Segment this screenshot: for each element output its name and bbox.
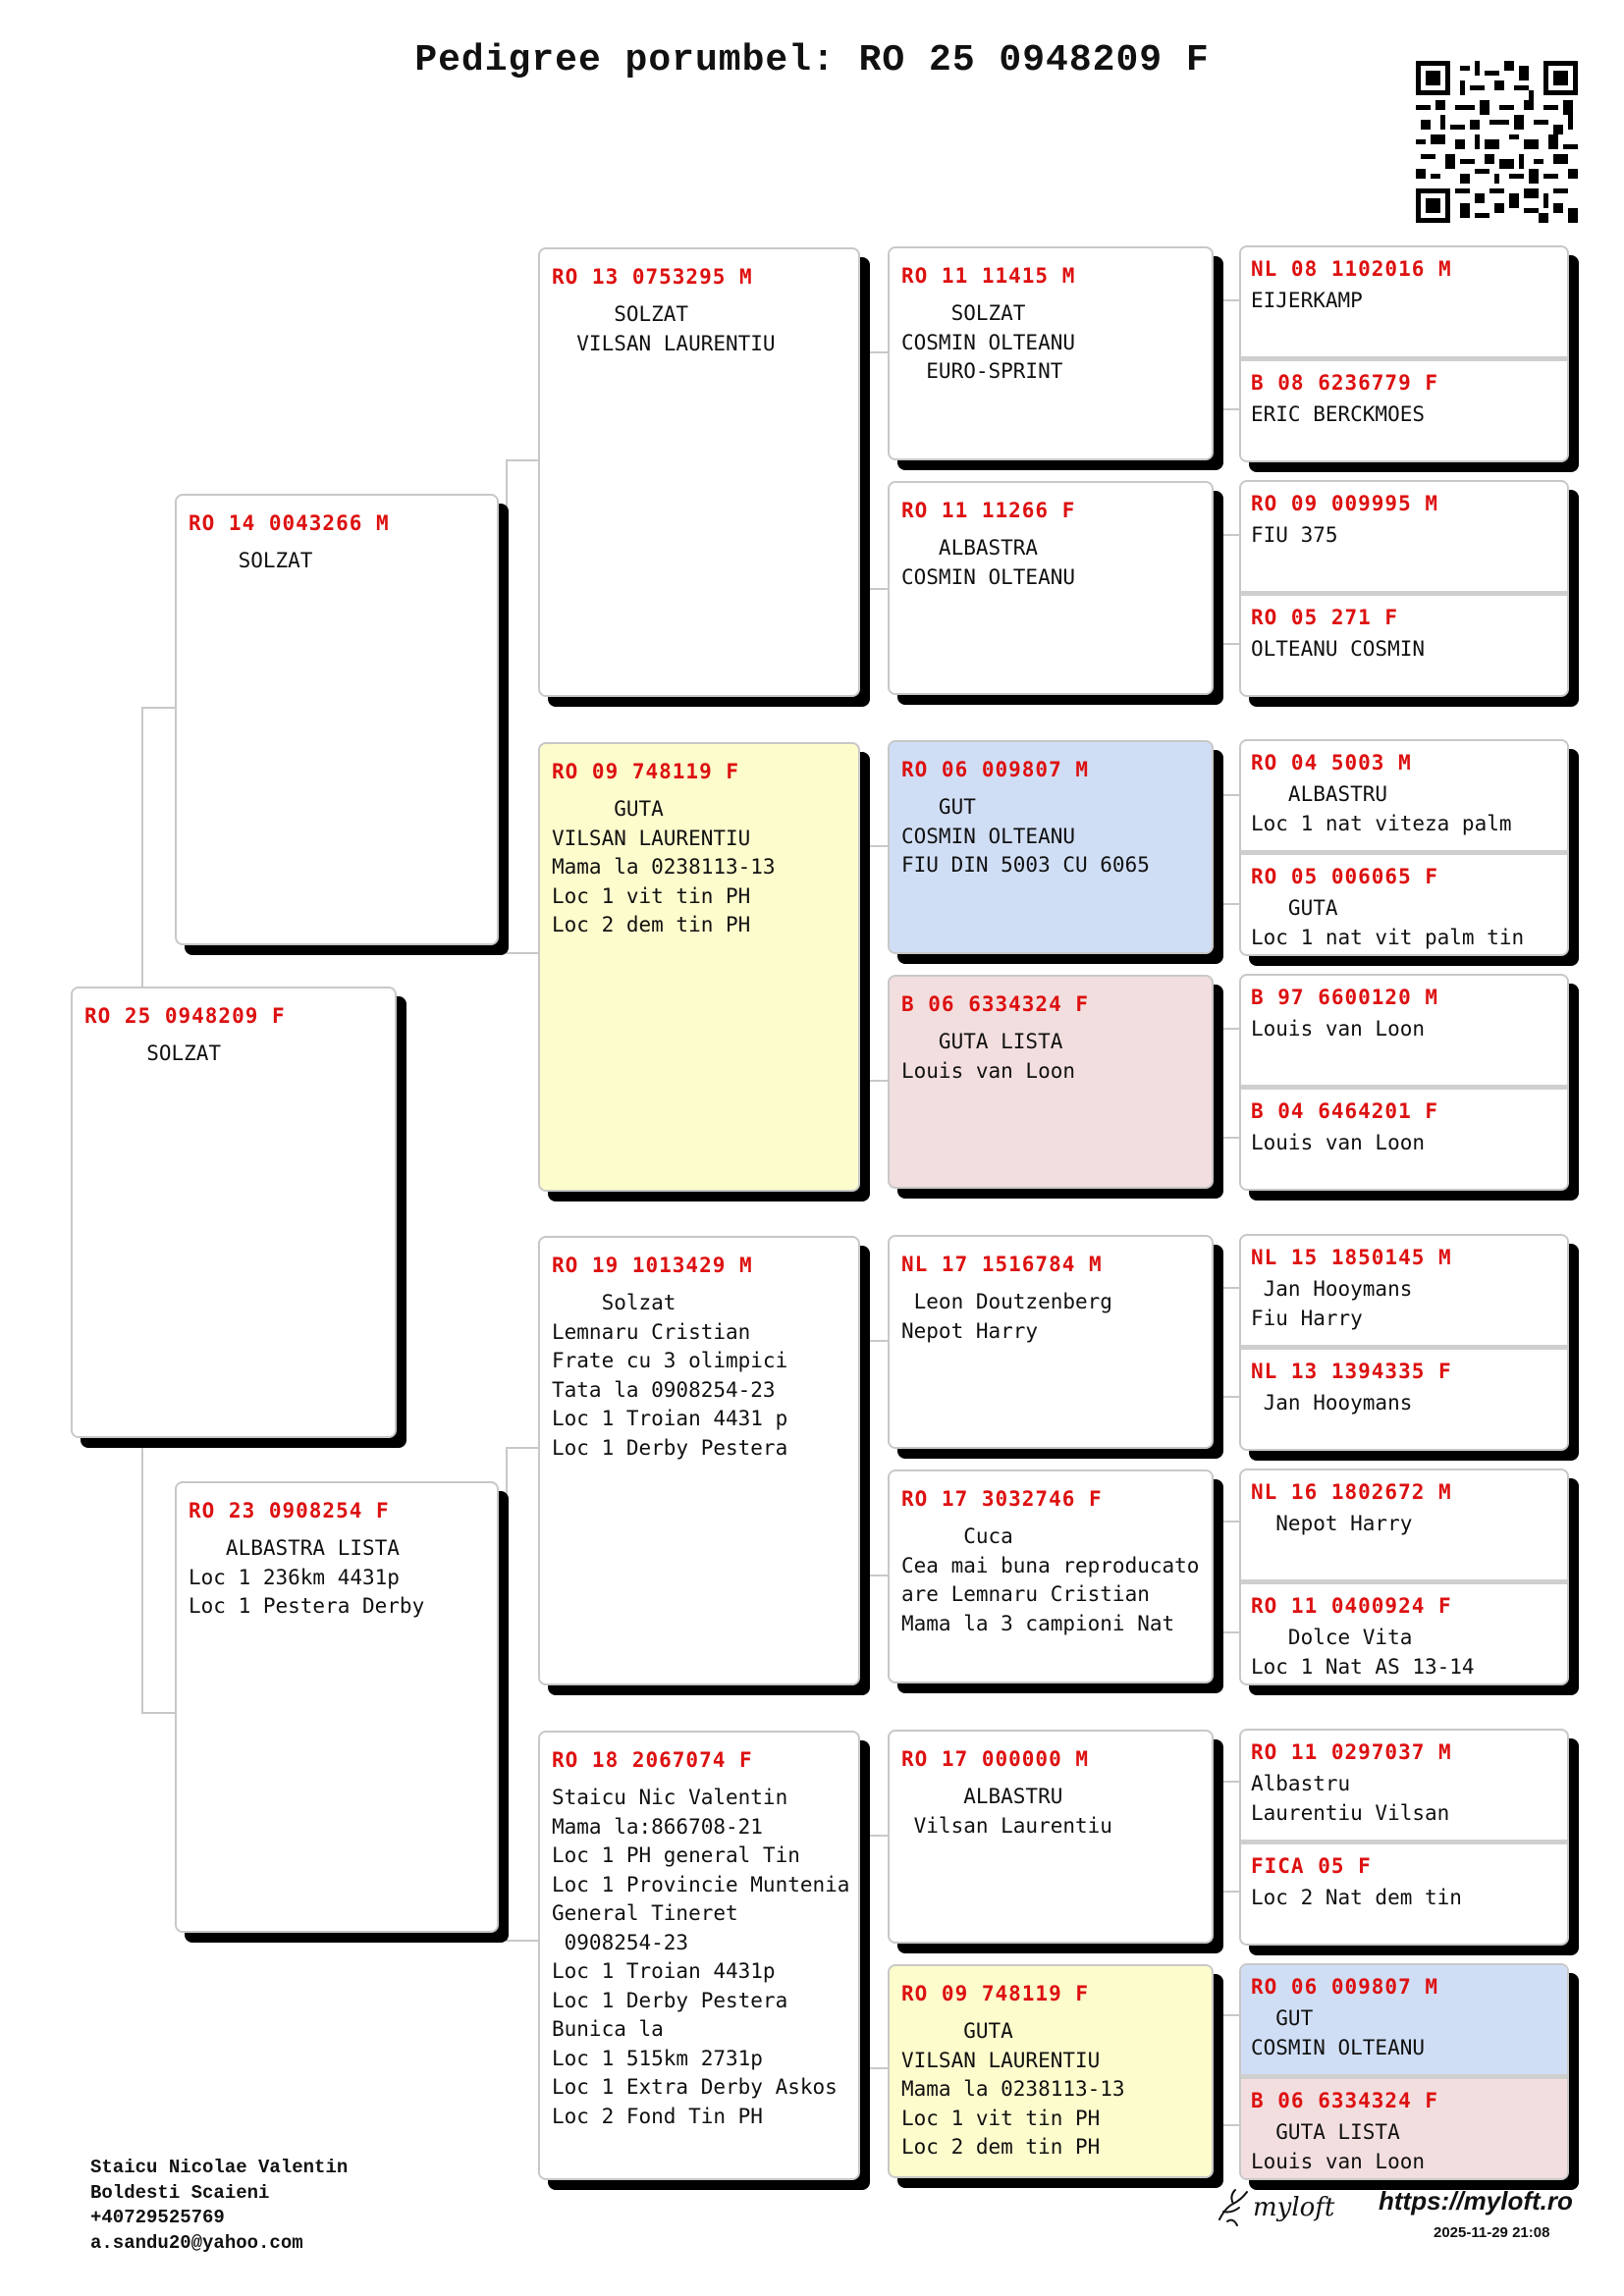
- pigeon-details: SOLZAT: [189, 549, 313, 572]
- ring-number: NL 17 1516784 M: [901, 1253, 1103, 1276]
- ring-number: RO 05 006065 F: [1251, 865, 1439, 888]
- pigeon-mff-card[interactable]: [888, 1235, 1214, 1449]
- pigeon-g8-cell[interactable]: [1241, 1085, 1567, 1189]
- pigeon-father-card[interactable]: [175, 494, 499, 945]
- pigeon-g5-cell[interactable]: [1241, 741, 1567, 850]
- pigeon-g1-cell[interactable]: [1241, 247, 1567, 356]
- generated-date: 2025-11-29 21:08: [1434, 2224, 1550, 2241]
- ring-number: RO 13 0753295 M: [552, 265, 753, 289]
- ring-number: NL 13 1394335 F: [1251, 1360, 1452, 1383]
- ring-number: RO 17 000000 M: [901, 1747, 1090, 1771]
- ring-number: B 97 6600120 M: [1251, 986, 1439, 1009]
- ring-number: RO 04 5003 M: [1251, 751, 1412, 774]
- pigeon-details: GUTA VILSAN LAURENTIU Mama la 0238113-13 Loc 1 vit tin PH Loc 2 dem tin PH: [552, 797, 776, 936]
- ring-number: RO 11 11415 M: [901, 264, 1076, 288]
- logo-text: myloft: [1253, 2193, 1335, 2222]
- owner-contact: Staicu Nicolae Valentin Boldesti Scaieni +40729525769 a.sandu20@yahoo.com: [90, 2157, 349, 2254]
- pigeon-details: ALBASTRA LISTA Loc 1 236km 4431p Loc 1 Pestera Derby: [189, 1536, 425, 1618]
- pigeon-fm-card[interactable]: [538, 742, 860, 1192]
- pigeon-g9-cell[interactable]: [1241, 1236, 1567, 1345]
- pigeon-mmm-card[interactable]: [888, 1964, 1214, 2178]
- pigeon-details: GUT COSMIN OLTEANU: [1251, 2006, 1426, 2059]
- pigeon-details: ERIC BERCKMOES: [1251, 402, 1426, 426]
- pigeon-details: Jan Hooymans: [1251, 1391, 1413, 1415]
- pigeon-details: EIJERKAMP: [1251, 289, 1363, 312]
- ring-number: B 04 6464201 F: [1251, 1099, 1439, 1123]
- pigeon-details: SOLZAT COSMIN OLTEANU EURO-SPRINT: [901, 301, 1076, 383]
- pigeon-mm-card[interactable]: [538, 1731, 860, 2180]
- ring-number: FICA 05 F: [1251, 1854, 1372, 1878]
- pigeon-ff-card[interactable]: [538, 247, 860, 697]
- myloft-logo: [1214, 2182, 1351, 2231]
- pigeon-details: GUTA LISTA Louis van Loon: [901, 1030, 1076, 1083]
- pigeon-g6-cell[interactable]: [1241, 850, 1567, 954]
- ring-number: RO 18 2067074 F: [552, 1748, 753, 1772]
- pigeon-pair-card: [1239, 739, 1569, 956]
- ring-number: RO 19 1013429 M: [552, 1254, 753, 1277]
- pigeon-mfm-card[interactable]: [888, 1469, 1214, 1683]
- ring-number: B 08 6236779 F: [1251, 371, 1439, 395]
- pigeon-fmm-card[interactable]: [888, 975, 1214, 1189]
- ring-number: RO 23 0908254 F: [189, 1499, 390, 1522]
- pigeon-subject-card[interactable]: [71, 987, 397, 1438]
- pigeon-details: GUTA VILSAN LAURENTIU Mama la 0238113-13 Loc 1 vit tin PH Loc 2 dem tin PH: [901, 2019, 1125, 2159]
- pigeon-details: ALBASTRU Loc 1 nat viteza palm: [1251, 782, 1512, 835]
- pigeon-pair-card: [1239, 1729, 1569, 1946]
- pigeon-details: SOLZAT: [84, 1041, 222, 1065]
- pigeon-g3-cell[interactable]: [1241, 482, 1567, 591]
- ring-number: RO 05 271 F: [1251, 606, 1399, 629]
- pigeon-details: Solzat Lemnaru Cristian Frate cu 3 olimpici Tata la 0908254-23 Loc 1 Troian 4431 p Loc 1 Derby Pestera: [552, 1291, 788, 1460]
- pigeon-pair-card: [1239, 1963, 1569, 2180]
- ring-number: B 06 6334324 F: [901, 992, 1090, 1016]
- pigeon-g11-cell[interactable]: [1241, 1470, 1567, 1579]
- pigeon-g13-cell[interactable]: [1241, 1731, 1567, 1840]
- pigeon-details: Leon Doutzenberg Nepot Harry: [901, 1290, 1112, 1343]
- pigeon-details: Jan Hooymans Fiu Harry: [1251, 1277, 1413, 1330]
- pigeon-g16-cell[interactable]: [1241, 2074, 1567, 2178]
- pigeon-details: GUT COSMIN OLTEANU FIU DIN 5003 CU 6065: [901, 795, 1150, 877]
- pigeon-fff-card[interactable]: [888, 246, 1214, 460]
- pigeon-details: Albastru Laurentiu Vilsan: [1251, 1772, 1450, 1825]
- ring-number: RO 11 0400924 F: [1251, 1594, 1452, 1618]
- ring-number: NL 16 1802672 M: [1251, 1480, 1452, 1504]
- pigeon-details: Staicu Nic Valentin Mama la:866708-21 Loc 1 PH general Tin Loc 1 Provincie Muntenia General Tineret 0908254-23 Loc 1 Troian 4431p Loc 1 Derby Pestera Bunica la Loc 1 515km 2731p Loc 1 Extra Derby Askos Loc 2 Fond Tin PH: [552, 1786, 850, 2128]
- ring-number: RO 14 0043266 M: [189, 511, 390, 535]
- ring-number: RO 09 748119 F: [901, 1982, 1090, 2005]
- pigeon-g4-cell[interactable]: [1241, 591, 1567, 695]
- pigeon-fmf-card[interactable]: [888, 740, 1214, 954]
- pigeon-details: ALBASTRU Vilsan Laurentiu: [913, 1785, 1112, 1838]
- pigeon-details: ALBASTRA COSMIN OLTEANU: [901, 536, 1076, 589]
- website-url[interactable]: https://myloft.ro: [1379, 2186, 1573, 2216]
- ring-number: RO 11 11266 F: [901, 499, 1076, 522]
- ring-number: RO 06 009807 M: [901, 758, 1090, 781]
- ring-number: RO 11 0297037 M: [1251, 1740, 1452, 1764]
- ring-number: B 06 6334324 F: [1251, 2089, 1439, 2112]
- pigeon-g2-cell[interactable]: [1241, 356, 1567, 460]
- pigeon-details: Loc 2 Nat dem tin: [1251, 1886, 1462, 1909]
- ring-number: RO 06 009807 M: [1251, 1975, 1439, 1999]
- pigeon-g14-cell[interactable]: [1241, 1840, 1567, 1944]
- ring-number: NL 15 1850145 M: [1251, 1246, 1452, 1269]
- ring-number: RO 17 3032746 F: [901, 1487, 1103, 1511]
- ring-number: RO 09 009995 M: [1251, 492, 1439, 515]
- pigeon-details: FIU 375: [1251, 523, 1338, 547]
- pigeon-mother-card[interactable]: [175, 1481, 499, 1933]
- pigeon-pair-card: [1239, 245, 1569, 462]
- pigeon-pair-card: [1239, 1468, 1569, 1685]
- pigeon-pair-card: [1239, 1234, 1569, 1451]
- pigeon-details: Cuca Cea mai buna reproducato are Lemnaru Cristian Mama la 3 campioni Nat: [901, 1524, 1200, 1635]
- ring-number: NL 08 1102016 M: [1251, 257, 1452, 281]
- pigeon-pair-card: [1239, 480, 1569, 697]
- pigeon-details: Nepot Harry: [1251, 1512, 1413, 1535]
- pigeon-details: SOLZAT VILSAN LAURENTIU: [576, 302, 776, 355]
- ring-number: RO 25 0948209 F: [84, 1004, 286, 1028]
- pigeon-details: GUTA LISTA Louis van Loon: [1251, 2120, 1426, 2173]
- pigeon-ffm-card[interactable]: [888, 481, 1214, 695]
- page-title: Pedigree porumbel: RO 25 0948209 F: [414, 39, 1210, 81]
- pigeon-details: Dolce Vita Loc 1 Nat AS 13-14: [1251, 1626, 1475, 1679]
- pigeon-g15-cell[interactable]: [1241, 1965, 1567, 2074]
- pigeon-g10-cell[interactable]: [1241, 1345, 1567, 1449]
- pigeon-details: Louis van Loon: [1251, 1131, 1426, 1154]
- ring-number: RO 09 748119 F: [552, 760, 740, 783]
- pigeon-details: OLTEANU COSMIN: [1251, 637, 1426, 661]
- pigeon-g12-cell[interactable]: [1241, 1579, 1567, 1683]
- pigeon-details: Louis van Loon: [1251, 1017, 1426, 1041]
- pigeon-details: GUTA Loc 1 nat vit palm tin: [1251, 896, 1525, 949]
- pigeon-g7-cell[interactable]: [1241, 976, 1567, 1085]
- pigeon-mf-card[interactable]: [538, 1236, 860, 1685]
- pigeon-pair-card: [1239, 974, 1569, 1191]
- pigeon-mmf-card[interactable]: [888, 1730, 1214, 1944]
